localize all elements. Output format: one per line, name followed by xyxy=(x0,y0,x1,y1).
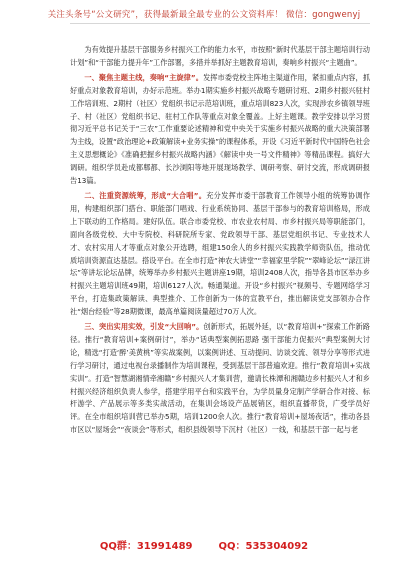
paragraph-text: 发挥市委党校主阵地主渠道作用，紧扣重点内容，抓好重点对象教育培训，办好示范班。举办1期实施乡村振兴战略专题研讨班、2期乡村振兴驻村工作培训班、2期村（社区）党组织书记示范培训班，重点培训823人次，实现涉农乡镇领导班子、村（社区）党组织书记、驻村工作队等重点对象全覆盖。上好主题课。教学安排以学习贯彻习近平总书记关于“三农”工作重要论述精神和党中央关于实施乡村振兴战略的重大决策部署为主线，设置“政治理论+政策解读+业务实操”的课程体系，开设《习近平新时代中国特色社会主义思想概论》《准确把握乡村振兴战略内涵》《解读中央一号文件精神》等精品课程。搞好大调研。组织学员赴成都郫都、长沙浏阳等地开展现场教学、调研考察、研讨交流，形成调研报告13篇。 xyxy=(70,72,370,186)
section-two-paragraph xyxy=(70,190,370,319)
section-one-paragraph xyxy=(70,72,370,188)
intro-paragraph xyxy=(70,44,370,70)
header-banner: 关注头条号“公文研究”，获得最新最全最专业的公文资料库！ 微信：gongwenyj xyxy=(47,10,361,20)
section-three-paragraph xyxy=(70,321,370,437)
footer-contact xyxy=(0,537,408,552)
paragraph-text: 为有效提升基层干部服务乡村振兴工作的能力水平，市按照“新时代基层干部主题培训行动计划”和“干部能力提升年”工作部署，多措并举抓好主题教育培训，奏响乡村振兴“主题曲”。 xyxy=(70,45,370,67)
section-two-heading: 二、注重资源统筹，形成“大合唱”。 xyxy=(84,190,207,200)
section-three-heading: 三、突出实用实效，引发“大回响”。 xyxy=(84,322,204,332)
paragraph-text: 充分发挥市委干部教育工作领导小组的统筹协调作用，构建组织部门搭台、职能部门唱戏、行业系统协同、基层干部参与的教育培训格局，形成上下联动的工作格局。建好队伍。联合市委党校、市农业农村局、市乡村振兴局等职能部门，面向各级党校、大中专院校、科研院所专家、党政领导干部、基层党组织书记、专业技术人才、农村实用人才等重点对象公开选聘，组建150余人的乡村振兴实践教学师资队伍，推动优质培训资源直达基层。搭设平台。在全市打造“神农大讲堂”“幸福家里学院”“翠峰论坛”“渌江讲坛”等讲坛论坛品牌，统筹举办乡村振兴主题讲座19期，培训2408人次，指导各县市区举办乡村振兴主题培训班49期，培训6127人次。畅通渠道。开设“乡村振兴”视频号、专题网络学习平台，打造集政策解读、典型推介、工作创新为一体的宣教平台，推出解读党支部领办合作社“烟台经验”等28期微课，最高单篇阅读量超过70万人次。 xyxy=(70,190,370,317)
section-one-heading: 一、聚焦主题主线，奏响“主旋律”。 xyxy=(84,72,203,82)
paragraph-text: 创新形式，拓展外延，以“教育培训+”探索工作新路径。推行“教育培训+案例研讨”，举办“话典型案例拓思路 强干部能力促振兴”典型案例大讨论，精选“打造‘醉’美黄桃”等实战案例，以案例讲述、互动提问、访谈交流、领导分享等形式进行学习研讨，通过电视台录播制作为培训课程，受到基层干部普遍欢迎。推行“教育培训+实战实训”。打造“智慧湖湘情牵湘赣”乡村振兴人才集训营，邀请长株潭和湘赣边乡村振兴人才和乡村振兴经济组织负责人参学，搭建学用平台和实践平台，为学员量身定制产学研合作对接、标杆游学、产品展示等多类实战活动，在集训会场设产品展销区，组织直播带货，广受学员好评。在全市组织培训营已举办5期，培训1200余人次。推行“教育培训+屋场夜话”，推动各县市区以“屋场会”“夜谈会”等形式，组织县级领导下沉村（社区）一线，和基层干部一起与老 xyxy=(70,322,370,435)
qq-number: QQ：535304092 xyxy=(218,541,309,552)
header-divider xyxy=(70,23,370,24)
qq-group: QQ群：31991489 xyxy=(99,541,193,552)
document-body xyxy=(70,44,370,439)
